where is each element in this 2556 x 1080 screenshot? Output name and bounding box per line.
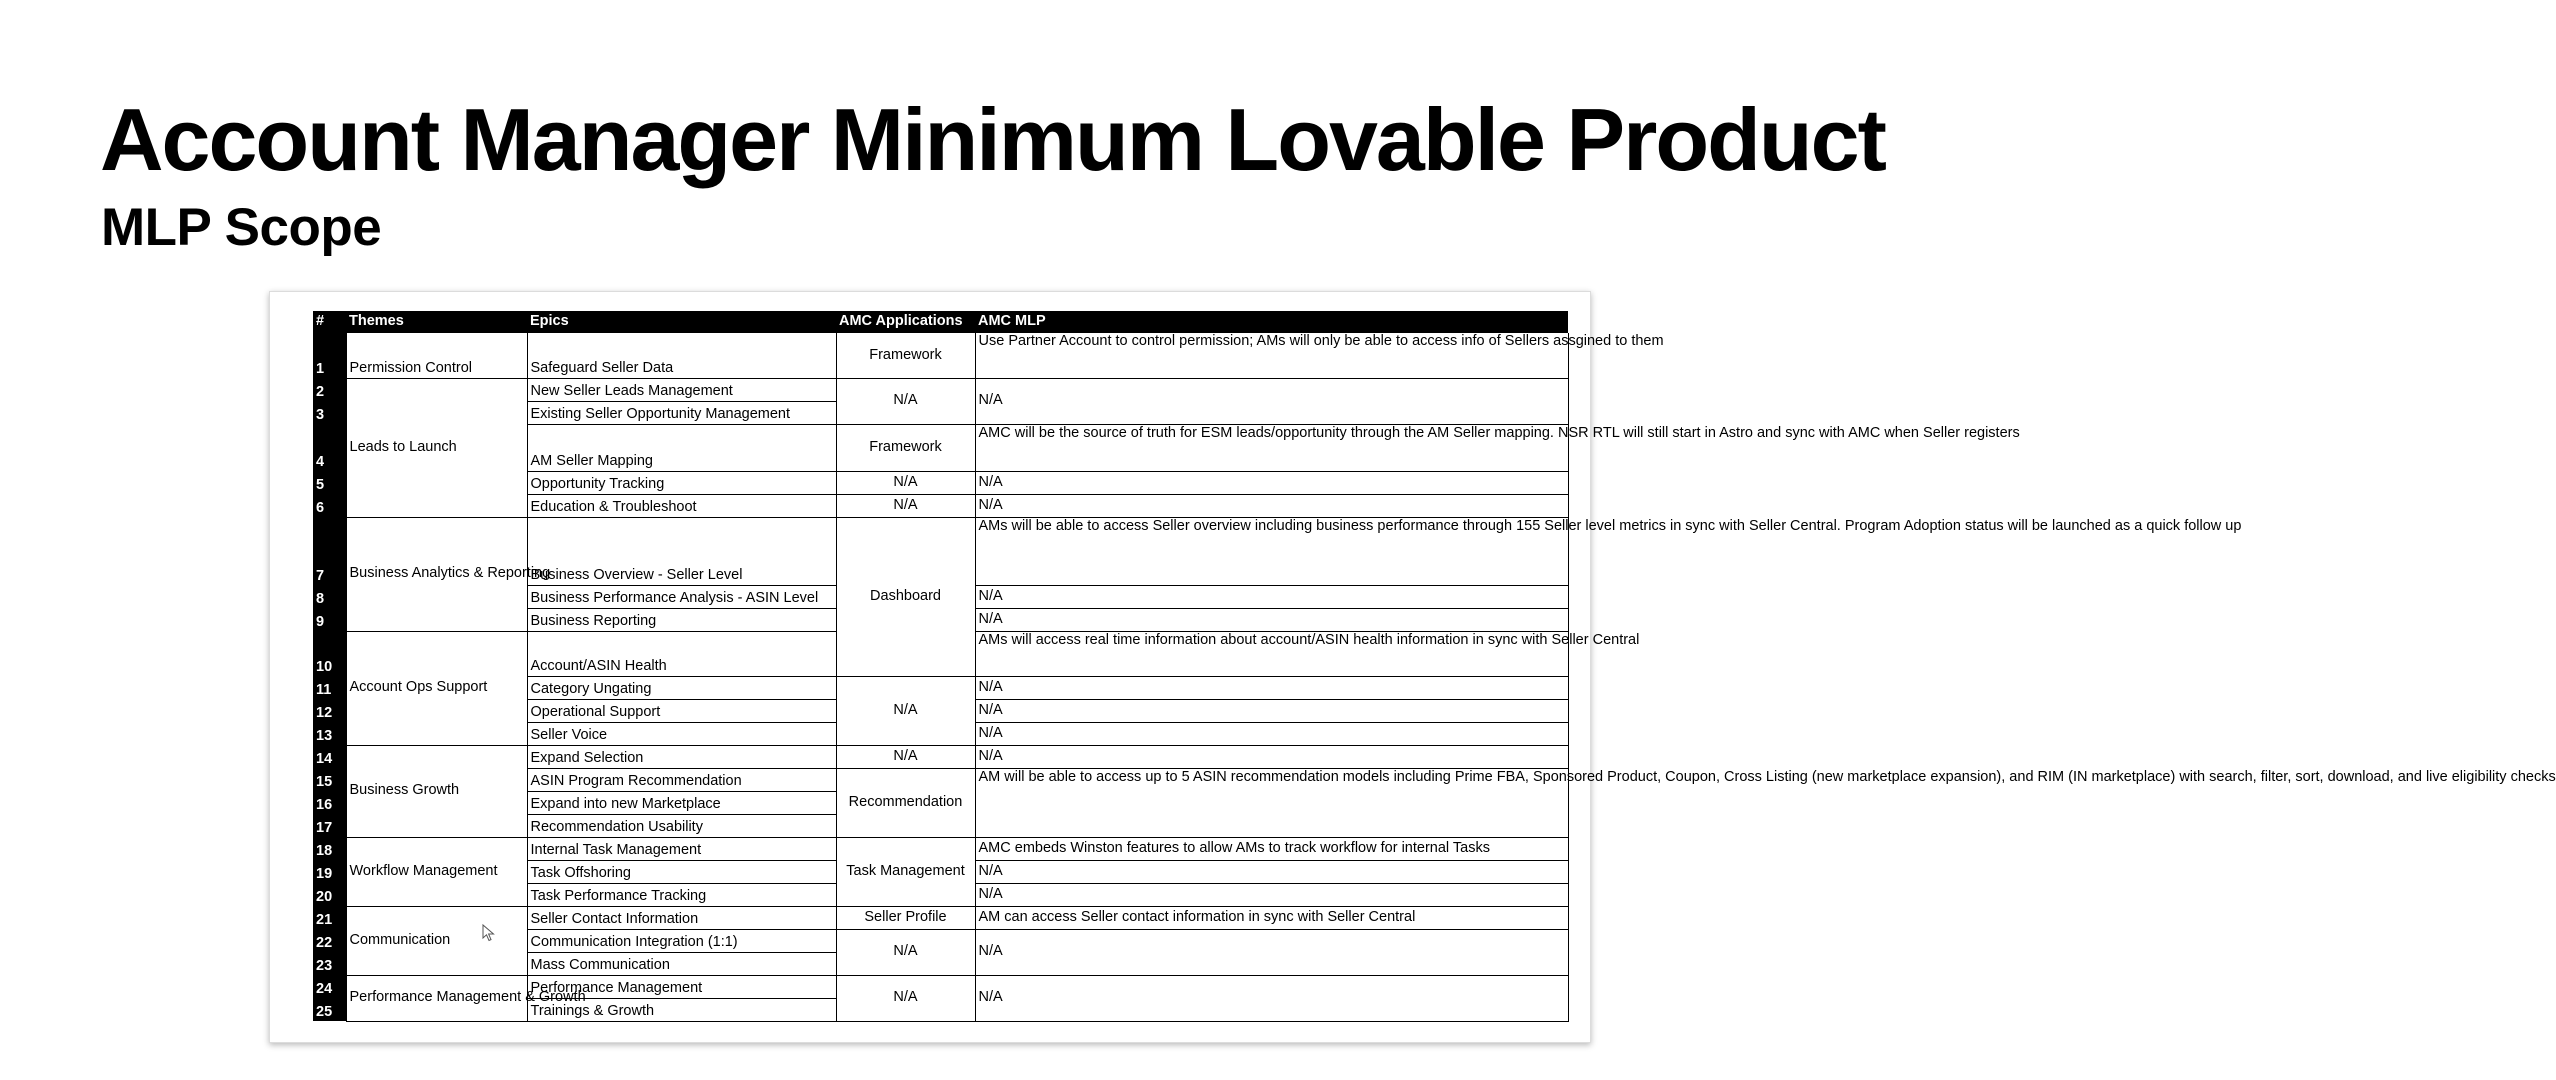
mlp-cell: N/A: [975, 471, 1568, 494]
epic-cell: AM Seller Mapping: [527, 424, 836, 471]
epic-cell: Existing Seller Opportunity Management: [527, 401, 836, 424]
mlp-cell: AMs will access real time information about account/ASIN health information in sync with Seller Central: [975, 631, 1568, 676]
epic-cell: Expand into new Marketplace: [527, 791, 836, 814]
epic-cell: Business Reporting: [527, 608, 836, 631]
mlp-cell: N/A: [975, 699, 1568, 722]
epic-cell: Performance Management: [527, 975, 836, 998]
theme-cell: Leads to Launch: [346, 378, 527, 517]
row-number: 10: [313, 631, 346, 676]
mlp-cell: N/A: [975, 975, 1568, 1021]
theme-cell: Account Ops Support: [346, 631, 527, 745]
mlp-cell: N/A: [975, 745, 1568, 768]
row-number: 25: [313, 998, 346, 1021]
row-number: 1: [313, 333, 346, 378]
table-row: [313, 837, 1568, 860]
epic-cell: Seller Contact Information: [527, 906, 836, 929]
row-number: 7: [313, 517, 346, 585]
epic-cell: Recommendation Usability: [527, 814, 836, 837]
mlp-cell: AM will be able to access up to 5 ASIN recommendation models including Prime FBA, Sponsored Product, Coupon, Cross Listing (new marketplace expansion), and RIM (IN marketplace) with search, filter, sort, download, and live eligibility checks: [975, 768, 1568, 837]
theme-cell: Business Growth: [346, 745, 527, 837]
mlp-cell: Use Partner Account to control permission; AMs will only be able to access info of Sellers assgined to them: [975, 333, 1568, 378]
table-row: [313, 745, 1568, 768]
row-number: 11: [313, 676, 346, 699]
scope-table-image: [269, 291, 2556, 1043]
row-number: 12: [313, 699, 346, 722]
row-number: 18: [313, 837, 346, 860]
header-amc-mlp: AMC MLP: [975, 311, 1568, 333]
mlp-cell: N/A: [975, 883, 1568, 906]
epic-cell: Opportunity Tracking: [527, 471, 836, 494]
epic-cell: New Seller Leads Management: [527, 378, 836, 401]
mlp-cell: N/A: [975, 494, 1568, 517]
application-cell: Framework: [836, 424, 975, 471]
epic-cell: Account/ASIN Health: [527, 631, 836, 676]
application-cell: Seller Profile: [836, 906, 975, 929]
epic-cell: Trainings & Growth: [527, 998, 836, 1021]
row-number: 23: [313, 952, 346, 975]
epic-cell: ASIN Program Recommendation: [527, 768, 836, 791]
application-cell: Recommendation: [836, 768, 975, 837]
mlp-cell: AMC embeds Winston features to allow AMs to track workflow for internal Tasks: [975, 837, 1568, 860]
row-number: 16: [313, 791, 346, 814]
epic-cell: Business Performance Analysis - ASIN Level: [527, 585, 836, 608]
row-number: 9: [313, 608, 346, 631]
epic-cell: Safeguard Seller Data: [527, 333, 836, 378]
epic-cell: Expand Selection: [527, 745, 836, 768]
mlp-cell: N/A: [975, 608, 1568, 631]
header-themes: Themes: [346, 311, 527, 333]
application-cell: N/A: [836, 378, 975, 424]
theme-cell: Permission Control: [346, 333, 527, 378]
mlp-scope-table: [313, 311, 2556, 1022]
application-cell: N/A: [836, 929, 975, 975]
slide-title: Account Manager Minimum Lovable Product: [100, 90, 1885, 189]
epic-cell: Education & Troubleshoot: [527, 494, 836, 517]
row-number: 14: [313, 745, 346, 768]
application-cell: N/A: [836, 745, 975, 768]
row-number: 5: [313, 471, 346, 494]
row-number: 6: [313, 494, 346, 517]
row-number: 4: [313, 424, 346, 471]
table-row: [313, 906, 1568, 929]
epic-cell: Mass Communication: [527, 952, 836, 975]
theme-cell: Business Analytics & Reporting: [346, 517, 527, 631]
application-cell: Dashboard: [836, 517, 975, 676]
epic-cell: Internal Task Management: [527, 837, 836, 860]
row-number: 8: [313, 585, 346, 608]
mlp-cell: N/A: [975, 585, 1568, 608]
application-cell: N/A: [836, 471, 975, 494]
table-row: [313, 378, 1568, 401]
epic-cell: Seller Voice: [527, 722, 836, 745]
epic-cell: Operational Support: [527, 699, 836, 722]
row-number: 15: [313, 768, 346, 791]
application-cell: N/A: [836, 676, 975, 745]
row-number: 20: [313, 883, 346, 906]
mlp-cell: N/A: [975, 860, 1568, 883]
mlp-cell: N/A: [975, 378, 1568, 424]
theme-cell: Performance Management & Growth: [346, 975, 527, 1021]
mlp-cell: AMs will be able to access Seller overview including business performance through 155 Seller level metrics in sync with Seller Central. Program Adoption status will be launched as a quick follow up: [975, 517, 1568, 585]
table-row: [313, 517, 1568, 585]
row-number: 3: [313, 401, 346, 424]
epic-cell: Task Offshoring: [527, 860, 836, 883]
mlp-cell: N/A: [975, 929, 1568, 975]
application-cell: Framework: [836, 333, 975, 378]
application-cell: Task Management: [836, 837, 975, 906]
theme-cell: Workflow Management: [346, 837, 527, 906]
row-number: 17: [313, 814, 346, 837]
application-cell: N/A: [836, 494, 975, 517]
row-number: 22: [313, 929, 346, 952]
row-number: 21: [313, 906, 346, 929]
header-epics: Epics: [527, 311, 836, 333]
mlp-cell: AM can access Seller contact information in sync with Seller Central: [975, 906, 1568, 929]
row-number: 2: [313, 378, 346, 401]
header-amc-applications: AMC Applications: [836, 311, 975, 333]
epic-cell: Category Ungating: [527, 676, 836, 699]
theme-cell: Communication: [346, 906, 527, 975]
row-number: 19: [313, 860, 346, 883]
mlp-cell: AMC will be the source of truth for ESM leads/opportunity through the AM Seller mapping. NSR RTL will still start in Astro and sync with AMC when Seller registers: [975, 424, 1568, 471]
table-row: [313, 975, 1568, 998]
epic-cell: Business Overview - Seller Level: [527, 517, 836, 585]
table-header-row: [313, 311, 1568, 333]
epic-cell: Communication Integration (1:1): [527, 929, 836, 952]
application-cell: N/A: [836, 975, 975, 1021]
row-number: 13: [313, 722, 346, 745]
epic-cell: Task Performance Tracking: [527, 883, 836, 906]
row-number: 24: [313, 975, 346, 998]
mlp-cell: N/A: [975, 676, 1568, 699]
mlp-cell: N/A: [975, 722, 1568, 745]
slide-subtitle: MLP Scope: [101, 198, 382, 257]
table-row: [313, 333, 1568, 378]
header-num: #: [313, 311, 346, 333]
mouse-pointer-icon: [482, 924, 496, 942]
